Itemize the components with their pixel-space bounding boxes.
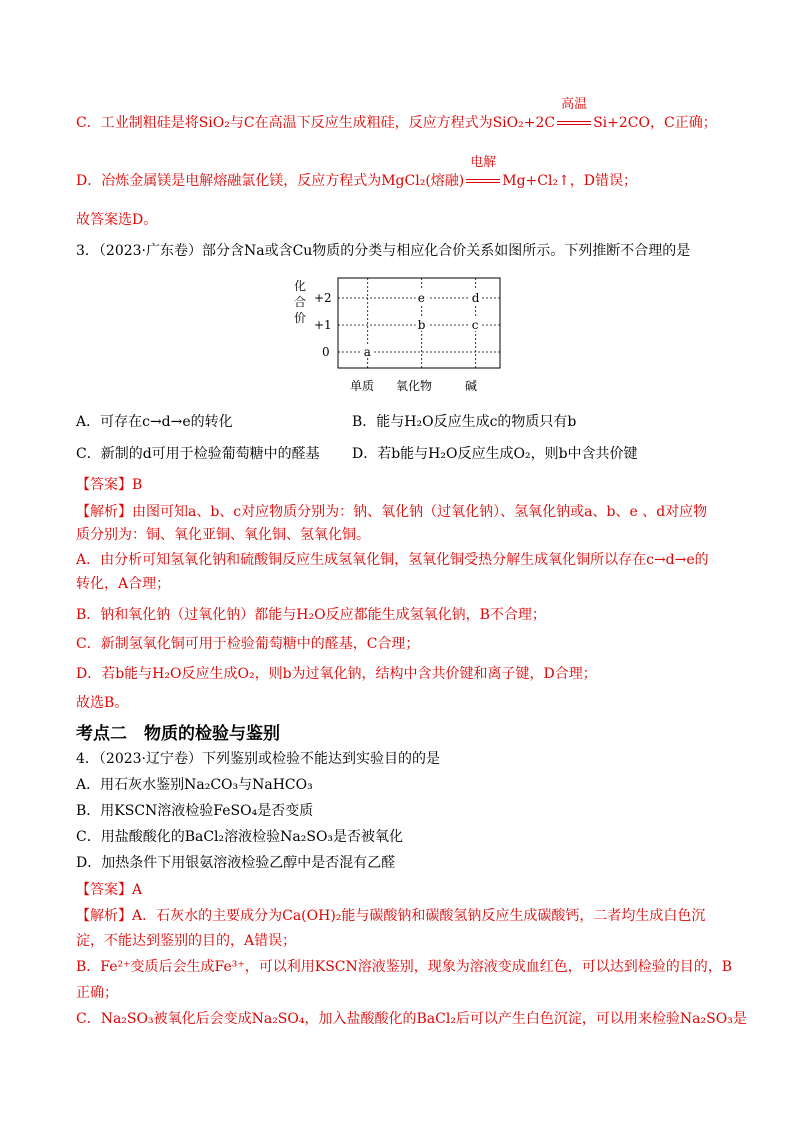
chart-ylabel-1: 化 (294, 279, 307, 293)
q4-option-a: A．用石灰水鉴别Na₂CO₃与NaHCO₃ (76, 777, 313, 793)
chart-point-b: b (417, 318, 426, 332)
chart-ytick-plus1: +1 (314, 318, 332, 332)
q3-option-c: C．新制的d可用于检验葡萄糖中的醛基 (76, 446, 320, 462)
reaction-condition-arrow (466, 155, 500, 191)
q3-analysis-1: 【解析】由图可知a、b、c对应物质分别为：钠、氧化钠（过氧化钠）、氢氧化钠或a、b、e 、d对应物 (76, 504, 708, 520)
prev-c-prefix: C．工业制粗硅是将SiO₂与C在高温下反应生成粗硅，反应方程式为SiO₂+2C (76, 115, 556, 131)
q4-analysis-b-2: 正确； (76, 985, 118, 1001)
chart-ylabel-3: 价 (294, 311, 307, 325)
reaction-condition-arrow (557, 97, 591, 133)
q3-analysis-d: D．若b能与H₂O反应生成O₂，则b为过氧化钠，结构中含共价键和离子键，D合理； (76, 666, 597, 682)
chart-point-d: d (471, 291, 480, 305)
section-heading: 考点二 物质的检验与鉴别 (76, 724, 280, 744)
prev-option-d (76, 155, 740, 191)
prev-d-prefix: D．冶炼金属镁是电解熔融氯化镁，反应方程式为MgCl₂(熔融) (76, 173, 465, 189)
chart-point-a: a (363, 345, 371, 359)
q3-option-d: D．若b能与H₂O反应生成O₂，则b中含共价键 (352, 446, 638, 462)
q4-answer: 【答案】A (76, 882, 143, 898)
chart-point-c: c (471, 318, 479, 332)
q3-answer: 【答案】B (76, 477, 143, 493)
chart-xtick-elem: 单质 (350, 379, 375, 393)
q3-conclusion: 故选B。 (76, 695, 129, 711)
q4-stem: 4．（2023·辽宁卷）下列鉴别或检验不能达到实验目的的是 (76, 751, 440, 767)
chart-point-e: e (417, 291, 425, 305)
prev-d-suffix: Mg+Cl₂↑，D错误； (502, 173, 638, 189)
q3-option-b: B．能与H₂O反应生成c的物质只有b (352, 414, 577, 430)
q3-analysis-2: 质分别为：铜、氧化亚铜、氧化铜、氢氧化铜。 (76, 527, 370, 543)
reaction-condition: 高温 (561, 97, 588, 112)
q4-analysis-a-2: 淀，不能达到鉴别的目的，A错误； (76, 933, 297, 949)
chart-ytick-zero: 0 (322, 345, 330, 359)
q4-analysis-a-1: 【解析】A．石灰水的主要成分为Ca(OH)₂能与碳酸钠和碳酸氢钠反应生成碳酸钙，二者均生成白色沉 (76, 908, 706, 924)
q3-stem: 3．（2023·广东卷）部分含Na或含Cu物质的分类与相应化合价关系如图所示。下列推断不合理的是 (76, 243, 691, 259)
q4-analysis-b-1: B．Fe²⁺变质后会生成Fe³⁺，可以利用KSCN溶液鉴别，现象为溶液变成血红色，可以达到检验的目的，B (76, 959, 733, 975)
prev-option-c (76, 97, 740, 133)
reaction-condition: 电解 (470, 155, 497, 170)
q3-analysis-c: C．新制氢氧化铜可用于检验葡萄糖中的醛基，C合理； (76, 636, 420, 652)
q3-analysis-a-2: 转化，A合理； (76, 576, 171, 592)
prev-c-suffix: Si+2CO，C正确； (593, 115, 717, 131)
q4-option-c: C．用盐酸酸化的BaCl₂溶液检验Na₂SO₃是否被氧化 (76, 829, 404, 845)
q4-analysis-c-1: C．Na₂SO₃被氧化后会变成Na₂SO₄，加入盐酸酸化的BaCl₂后可以产生白色沉淀，可以用来检验Na₂SO₃是 (76, 1011, 747, 1027)
valence-chart (290, 272, 530, 402)
q4-option-d: D．加热条件下用银氨溶液检验乙醇中是否混有乙醛 (76, 855, 396, 871)
q3-analysis-a-1: A．由分析可知氢氧化钠和硫酸铜反应生成氢氧化铜，氢氧化铜受热分解生成氧化铜所以存在c→d→e的 (76, 552, 709, 568)
chart-xtick-base: 碱 (465, 379, 478, 393)
q3-option-a: A．可存在c→d→e的转化 (76, 414, 233, 430)
q4-option-b: B．用KSCN溶液检验FeSO₄是否变质 (76, 803, 314, 819)
chart-xtick-oxide: 氧化物 (396, 379, 433, 393)
chart-ytick-plus2: +2 (314, 291, 332, 305)
prev-conclusion: 故答案选D。 (76, 212, 158, 228)
q3-analysis-b: B．钠和氧化钠（过氧化钠）都能与H₂O反应都能生成氢氧化钠，B不合理； (76, 607, 546, 623)
chart-ylabel-2: 合 (294, 295, 307, 309)
